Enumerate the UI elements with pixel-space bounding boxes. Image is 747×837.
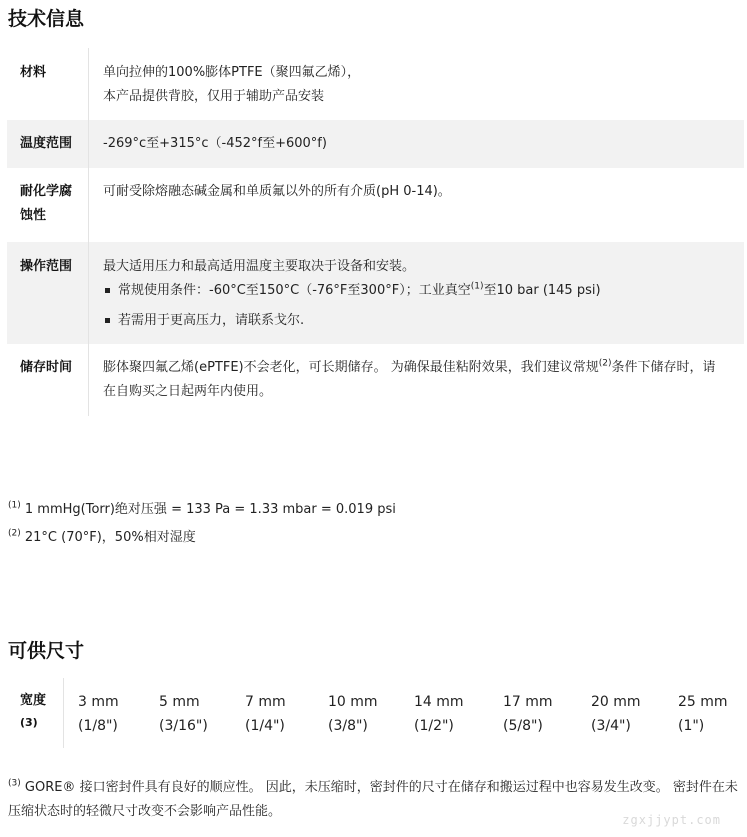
value-line: 单向拉伸的100%膨体PTFE（聚四氟乙烯），	[103, 65, 361, 80]
tech-info-table	[7, 48, 744, 416]
size-item	[159, 690, 208, 738]
size-item	[328, 690, 378, 738]
size-mm: 14 mm	[414, 694, 464, 710]
size-item	[245, 690, 286, 738]
table-row	[7, 48, 744, 120]
size-mm: 7 mm	[245, 694, 286, 710]
width-header-note: (3)	[20, 716, 38, 729]
size-inch: (3/8")	[328, 718, 368, 734]
list-item	[103, 279, 744, 303]
row-value	[89, 344, 744, 416]
footnote-ref: (2)	[598, 358, 612, 369]
size-mm: 3 mm	[78, 694, 119, 710]
size-inch: (1/2")	[414, 718, 454, 734]
row-value	[89, 168, 744, 242]
row-value	[89, 120, 744, 168]
value-line: -269°c至+315°c（-452°f至+600°f)	[103, 136, 327, 151]
footnote-ref: (1)	[470, 281, 484, 292]
size-mm: 17 mm	[503, 694, 553, 710]
width-header-label: 宽度	[20, 693, 47, 708]
size-item	[414, 690, 464, 738]
list-item	[103, 309, 744, 333]
table-row	[7, 344, 744, 416]
footnote-mark: (1)	[8, 500, 21, 511]
footnote-mark: (2)	[8, 528, 21, 539]
size-mm: 5 mm	[159, 694, 200, 710]
bullet-text: 若需用于更高压力，请联系戈尔.	[118, 313, 305, 328]
row-value	[89, 48, 744, 120]
size-item	[591, 690, 641, 738]
size-inch: (3/4")	[591, 718, 631, 734]
width-header	[7, 678, 64, 748]
sizes-table	[7, 678, 747, 748]
size-item	[78, 690, 119, 738]
size-inch: (3/16")	[159, 718, 208, 734]
watermark: zgxjjypt.com	[622, 813, 721, 827]
row-label: 耐化学腐蚀性	[7, 168, 89, 242]
row-label: 操作范围	[7, 242, 89, 344]
size-mm: 20 mm	[591, 694, 641, 710]
value-line: 本产品提供背胶，仅用于辅助产品安装	[103, 89, 325, 104]
value-text: 膨体聚四氟乙烯(ePTFE)不会老化，可长期储存。 为确保最佳粘附效果，我们建议常规	[103, 360, 599, 375]
size-mm: 10 mm	[328, 694, 378, 710]
section-title-tech-info: 技术信息	[8, 8, 85, 30]
row-value	[89, 242, 744, 344]
value-text: 条件下储存时，请在自购买之日起两年内使用。	[103, 360, 716, 399]
table-row	[7, 120, 744, 168]
row-label: 储存时间	[7, 344, 89, 416]
bullet-list	[103, 279, 744, 333]
size-item	[503, 690, 553, 738]
row-label: 材料	[7, 48, 89, 120]
size-inch: (1")	[678, 718, 705, 734]
row-label: 温度范围	[7, 120, 89, 168]
size-inch: (1/8")	[78, 718, 118, 734]
footnote-2	[8, 528, 196, 548]
footnote-mark: (3)	[8, 778, 21, 789]
footnote-1	[8, 500, 396, 520]
size-item	[678, 690, 728, 738]
bullet-text: 常规使用条件：-60°C至150°C（-76°F至300°F）；工业真空	[118, 283, 471, 298]
table-row	[7, 168, 744, 242]
size-inch: (1/4")	[245, 718, 285, 734]
footnote-text: 1 mmHg(Torr)绝对压强 = 133 Pa = 1.33 mbar = 0.019 psi	[20, 502, 396, 517]
size-mm: 25 mm	[678, 694, 728, 710]
bullet-text: 至10 bar (145 psi)	[483, 283, 601, 298]
table-row	[7, 242, 744, 344]
footnote-text: GORE® 接口密封件具有良好的顺应性。 因此，未压缩时，密封件的尺寸在储存和搬运过程中也容易发生改变。 密封件在未压缩状态时的轻微尺寸改变不会影响产品性能。	[8, 780, 738, 819]
size-inch: (5/8")	[503, 718, 543, 734]
value-line: 可耐受除熔融态碱金属和单质氟以外的所有介质(pH 0-14)。	[103, 184, 451, 199]
footnote-text: 21°C (70°F)，50%相对湿度	[20, 530, 196, 545]
value-line: 最大适用压力和最高适用温度主要取决于设备和安装。	[103, 259, 416, 274]
section-title-sizes: 可供尺寸	[8, 640, 85, 662]
